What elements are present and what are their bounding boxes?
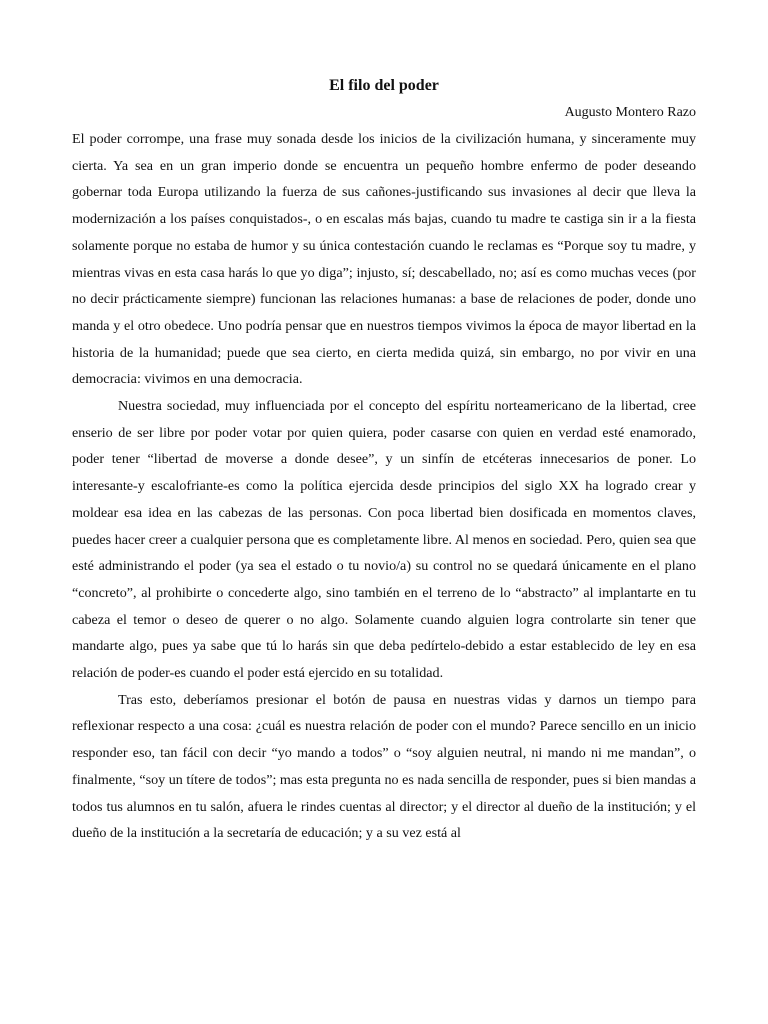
paragraph-3: Tras esto, deberíamos presionar el botón de pausa en nuestras vidas y darnos un tiempo para reflexionar respecto a una cosa: ¿cuál es nuestra relación de poder con el mundo? Parece sencillo en un inicio responder eso, tan fácil con decir “yo mando a todos” o “soy alguien neutral, ni mando ni me mandan”, o finalmente, “soy un títere de todos”; mas esta pregunta no es nada sencilla de responder, pues si bien mandas a todos tus alumnos en tu salón, afuera le rindes cuentas al director; y el director al dueño de la institución; y el dueño de la institución a la secretaría de educación; y a su vez está al: [72, 691, 696, 842]
document-body: [72, 126, 696, 847]
paragraph-1: El poder corrompe, una frase muy sonada desde los inicios de la civilización humana, y sinceramente muy cierta. Ya sea en un gran imperio donde se encuentra un pequeño hombre enfermo de poder deseando gobernar toda Europa utilizando la fuerza de sus cañones-justificando sus invasiones al decir que lleva la modernización a los países conquistados-, o en escalas más bajas, cuando tu madre te castiga sin ir a la fiesta solamente porque no estaba de humor y su única contestación cuando le reclamas es “Porque soy tu madre, y mientras vivas en esta casa harás lo que yo diga”; injusto, sí; descabellado, no; así es como muchas veces (por no decir prácticamente siempre) funcionan las relaciones humanas: a base de relaciones de poder, donde uno manda y el otro obedece. Uno podría pensar que en nuestros tiempos vivimos la época de mayor libertad en la historia de la humanidad; puede que sea cierto, en cierta medida quizá, sin embargo, no por vivir en una democracia: vivimos en una democracia.: [72, 131, 696, 388]
document-title: El filo del poder: [329, 77, 439, 94]
paragraph-2: Nuestra sociedad, muy influenciada por el concepto del espíritu norteamericano de la libertad, cree enserio de ser libre por poder votar por quien quiera, poder casarse con quien en verdad esté enamorado, poder tener “libertad de moverse a donde desee”, y un sinfín de etcéteras innecesarios de poner. Lo interesante-y escalofriante-es como la política ejercida desde principios del siglo XX ha logrado crear y moldear esa idea en las cabezas de las personas. Con poca libertad bien dosificada en momentos claves, puedes hacer creer a cualquier persona que es completamente libre. Al menos en sociedad. Pero, quien sea que esté administrando el poder (ya sea el estado o tu novio/a) su control no se quedará únicamente en el plano “concreto”, al prohibirte o concederte algo, sino también en el terreno de lo “abstracto” al implantarte en tu cabeza el temor o deseo de querer o no algo. Solamente cuando alguien logra controlarte sin tener que mandarte algo, pues ya sabe que tú lo harás sin que deba pedírtelo-debido a estar establecido de ley en esa relación de poder-es cuando el poder está ejercido en su totalidad.: [72, 398, 696, 682]
document-author: Augusto Montero Razo: [564, 105, 696, 120]
